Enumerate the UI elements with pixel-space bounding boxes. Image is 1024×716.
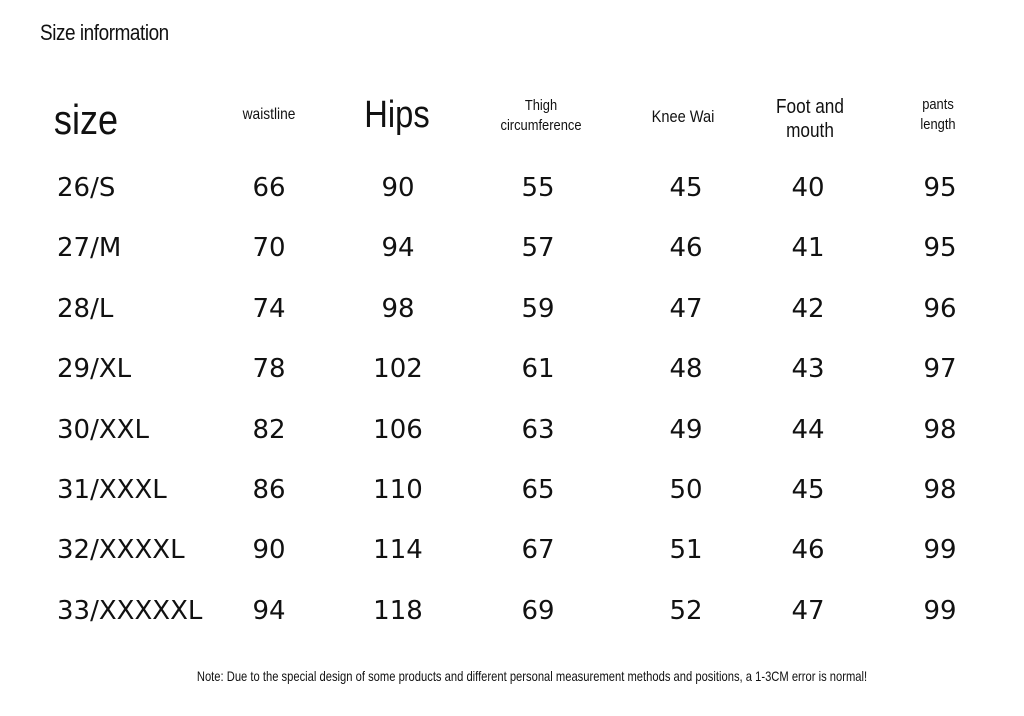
cell-thigh: 59: [521, 293, 555, 324]
header-waistline: waistline: [242, 106, 296, 123]
cell-thigh: 65: [521, 475, 555, 505]
cell-foot: 47: [791, 595, 825, 626]
cell-waistline: 86: [252, 475, 286, 505]
cell-thigh: 67: [521, 535, 555, 566]
cell-thigh: 69: [521, 595, 555, 626]
cell-size: 28/L: [57, 293, 114, 324]
header-foot: Foot and mouth: [776, 96, 844, 142]
cell-waistline: 94: [252, 595, 286, 626]
cell-size: 33/XXXXXL: [57, 595, 203, 626]
cell-hips: 118: [373, 595, 423, 626]
page-title: Size information: [40, 20, 169, 45]
cell-hips: 114: [373, 535, 423, 566]
cell-pants: 96: [923, 293, 957, 324]
cell-thigh: 57: [521, 233, 555, 264]
header-pants: pants length: [920, 96, 956, 133]
cell-waistline: 82: [252, 414, 286, 445]
cell-size: 32/XXXXL: [57, 535, 185, 566]
cell-pants: 95: [923, 173, 957, 203]
cell-hips: 98: [381, 293, 415, 324]
cell-waistline: 90: [252, 535, 286, 566]
cell-size: 27/M: [57, 233, 122, 264]
cell-hips: 90: [381, 173, 415, 203]
cell-size: 29/XL: [57, 354, 132, 385]
cell-waistline: 70: [252, 233, 286, 264]
cell-waistline: 78: [252, 354, 286, 385]
cell-hips: 102: [373, 354, 423, 385]
cell-knee: 49: [669, 414, 703, 445]
cell-hips: 110: [373, 475, 423, 505]
cell-foot: 46: [791, 535, 825, 566]
cell-knee: 52: [669, 595, 703, 626]
cell-knee: 48: [669, 354, 703, 385]
cell-pants: 98: [923, 475, 957, 505]
cell-pants: 99: [923, 535, 957, 566]
cell-knee: 50: [669, 475, 703, 505]
cell-foot: 43: [791, 354, 825, 385]
header-thigh: Thigh circumference: [500, 97, 582, 134]
cell-thigh: 55: [521, 173, 555, 203]
cell-knee: 47: [669, 293, 703, 324]
cell-thigh: 61: [521, 354, 555, 385]
cell-foot: 45: [791, 475, 825, 505]
note-text: Note: Due to the special design of some products and different personal measurement methods and positions, a 1-3CM error is normal!: [196, 668, 868, 684]
cell-size: 26/S: [57, 173, 116, 203]
cell-waistline: 66: [252, 173, 286, 203]
cell-knee: 51: [669, 535, 703, 566]
header-knee: Knee Wai: [651, 107, 715, 126]
cell-foot: 44: [791, 414, 825, 445]
cell-pants: 98: [923, 414, 957, 445]
cell-pants: 99: [923, 595, 957, 626]
header-hips: Hips: [364, 94, 430, 136]
cell-hips: 106: [373, 414, 423, 445]
cell-foot: 40: [791, 173, 825, 203]
cell-foot: 41: [791, 233, 825, 264]
header-size: size: [53, 96, 119, 143]
cell-pants: 97: [923, 354, 957, 385]
cell-size: 31/XXXL: [57, 475, 167, 505]
cell-thigh: 63: [521, 414, 555, 445]
cell-pants: 95: [923, 233, 957, 264]
cell-size: 30/XXL: [57, 414, 149, 445]
cell-waistline: 74: [252, 293, 286, 324]
cell-foot: 42: [791, 293, 825, 324]
cell-knee: 46: [669, 233, 703, 264]
cell-knee: 45: [669, 173, 703, 203]
cell-hips: 94: [381, 233, 415, 264]
